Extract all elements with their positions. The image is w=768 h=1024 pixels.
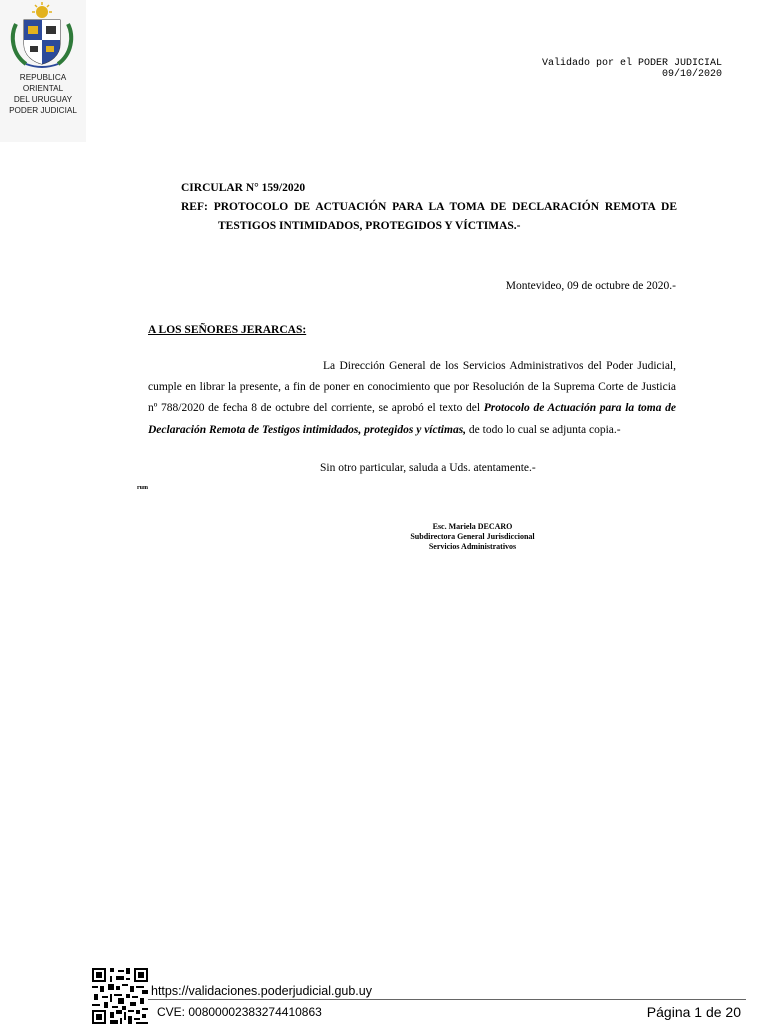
emblem-caption — [0, 72, 86, 116]
shield-icon — [24, 20, 60, 64]
typist-initials: rum — [137, 485, 148, 491]
emblem-block — [0, 0, 86, 142]
closing-line: Sin otro particular, saluda a Uds. atentamente.- — [320, 462, 536, 474]
signature-block — [360, 522, 585, 552]
body-text-part-2: de todo lo cual se adjunta copia.- — [466, 423, 621, 436]
salutation: A LOS SEÑORES JERARCAS: — [148, 324, 307, 336]
body-text-emphasis: Protocolo de Actuación para la toma de Declaración Remota de Testigos intimidados, protegidos y víctimas, — [148, 402, 676, 436]
signature-name: Esc. Mariela DECARO — [432, 522, 513, 531]
emblem-line-2: DEL URUGUAY — [13, 95, 73, 104]
validation-date: 09/10/2020 — [661, 69, 722, 80]
validation-text: Validado por el PODER JUDICIAL — [541, 58, 722, 69]
circular-number: CIRCULAR N° 159/2020 — [181, 182, 306, 194]
signature-title: Subdirectora General Jurisdiccional — [410, 532, 535, 541]
coat-of-arms-icon — [6, 2, 78, 70]
emblem-line-1: REPUBLICA ORIENTAL — [19, 73, 67, 93]
body-text-part-1: La Dirección General de los Servicios Administrativos del Poder Judicial, cumple en librar la presente, a fin de poner en conocimiento que por Resolución de la Suprema Corte de Justicia nº 788/2020 de fecha 8 de octubre del corriente, se aprobó el texto del — [148, 360, 676, 415]
emblem-line-3: PODER JUDICIAL — [9, 106, 77, 115]
cve-code: CVE: 00800002383274410863 — [157, 1005, 322, 1019]
sun-icon — [32, 2, 52, 18]
page-number: Página 1 de 20 — [646, 1004, 741, 1020]
validation-stamp — [542, 58, 722, 80]
signature-office: Servicios Administrativos — [428, 542, 517, 551]
validation-url: https://validaciones.poderjudicial.gub.uy — [151, 984, 372, 998]
circular-ref-line-2: TESTIGOS INTIMIDADOS, PROTEGIDOS Y VÍCTIMAS.- — [218, 220, 521, 232]
footer-divider — [148, 999, 746, 1000]
body-paragraph — [148, 356, 676, 441]
place-date: Montevideo, 09 de octubre de 2020.- — [505, 280, 676, 292]
circular-ref-line-1: REF: PROTOCOLO DE ACTUACIÓN PARA LA TOMA DE DECLARACIÓN REMOTA DE — [181, 201, 677, 213]
qr-code-icon — [92, 968, 148, 1024]
